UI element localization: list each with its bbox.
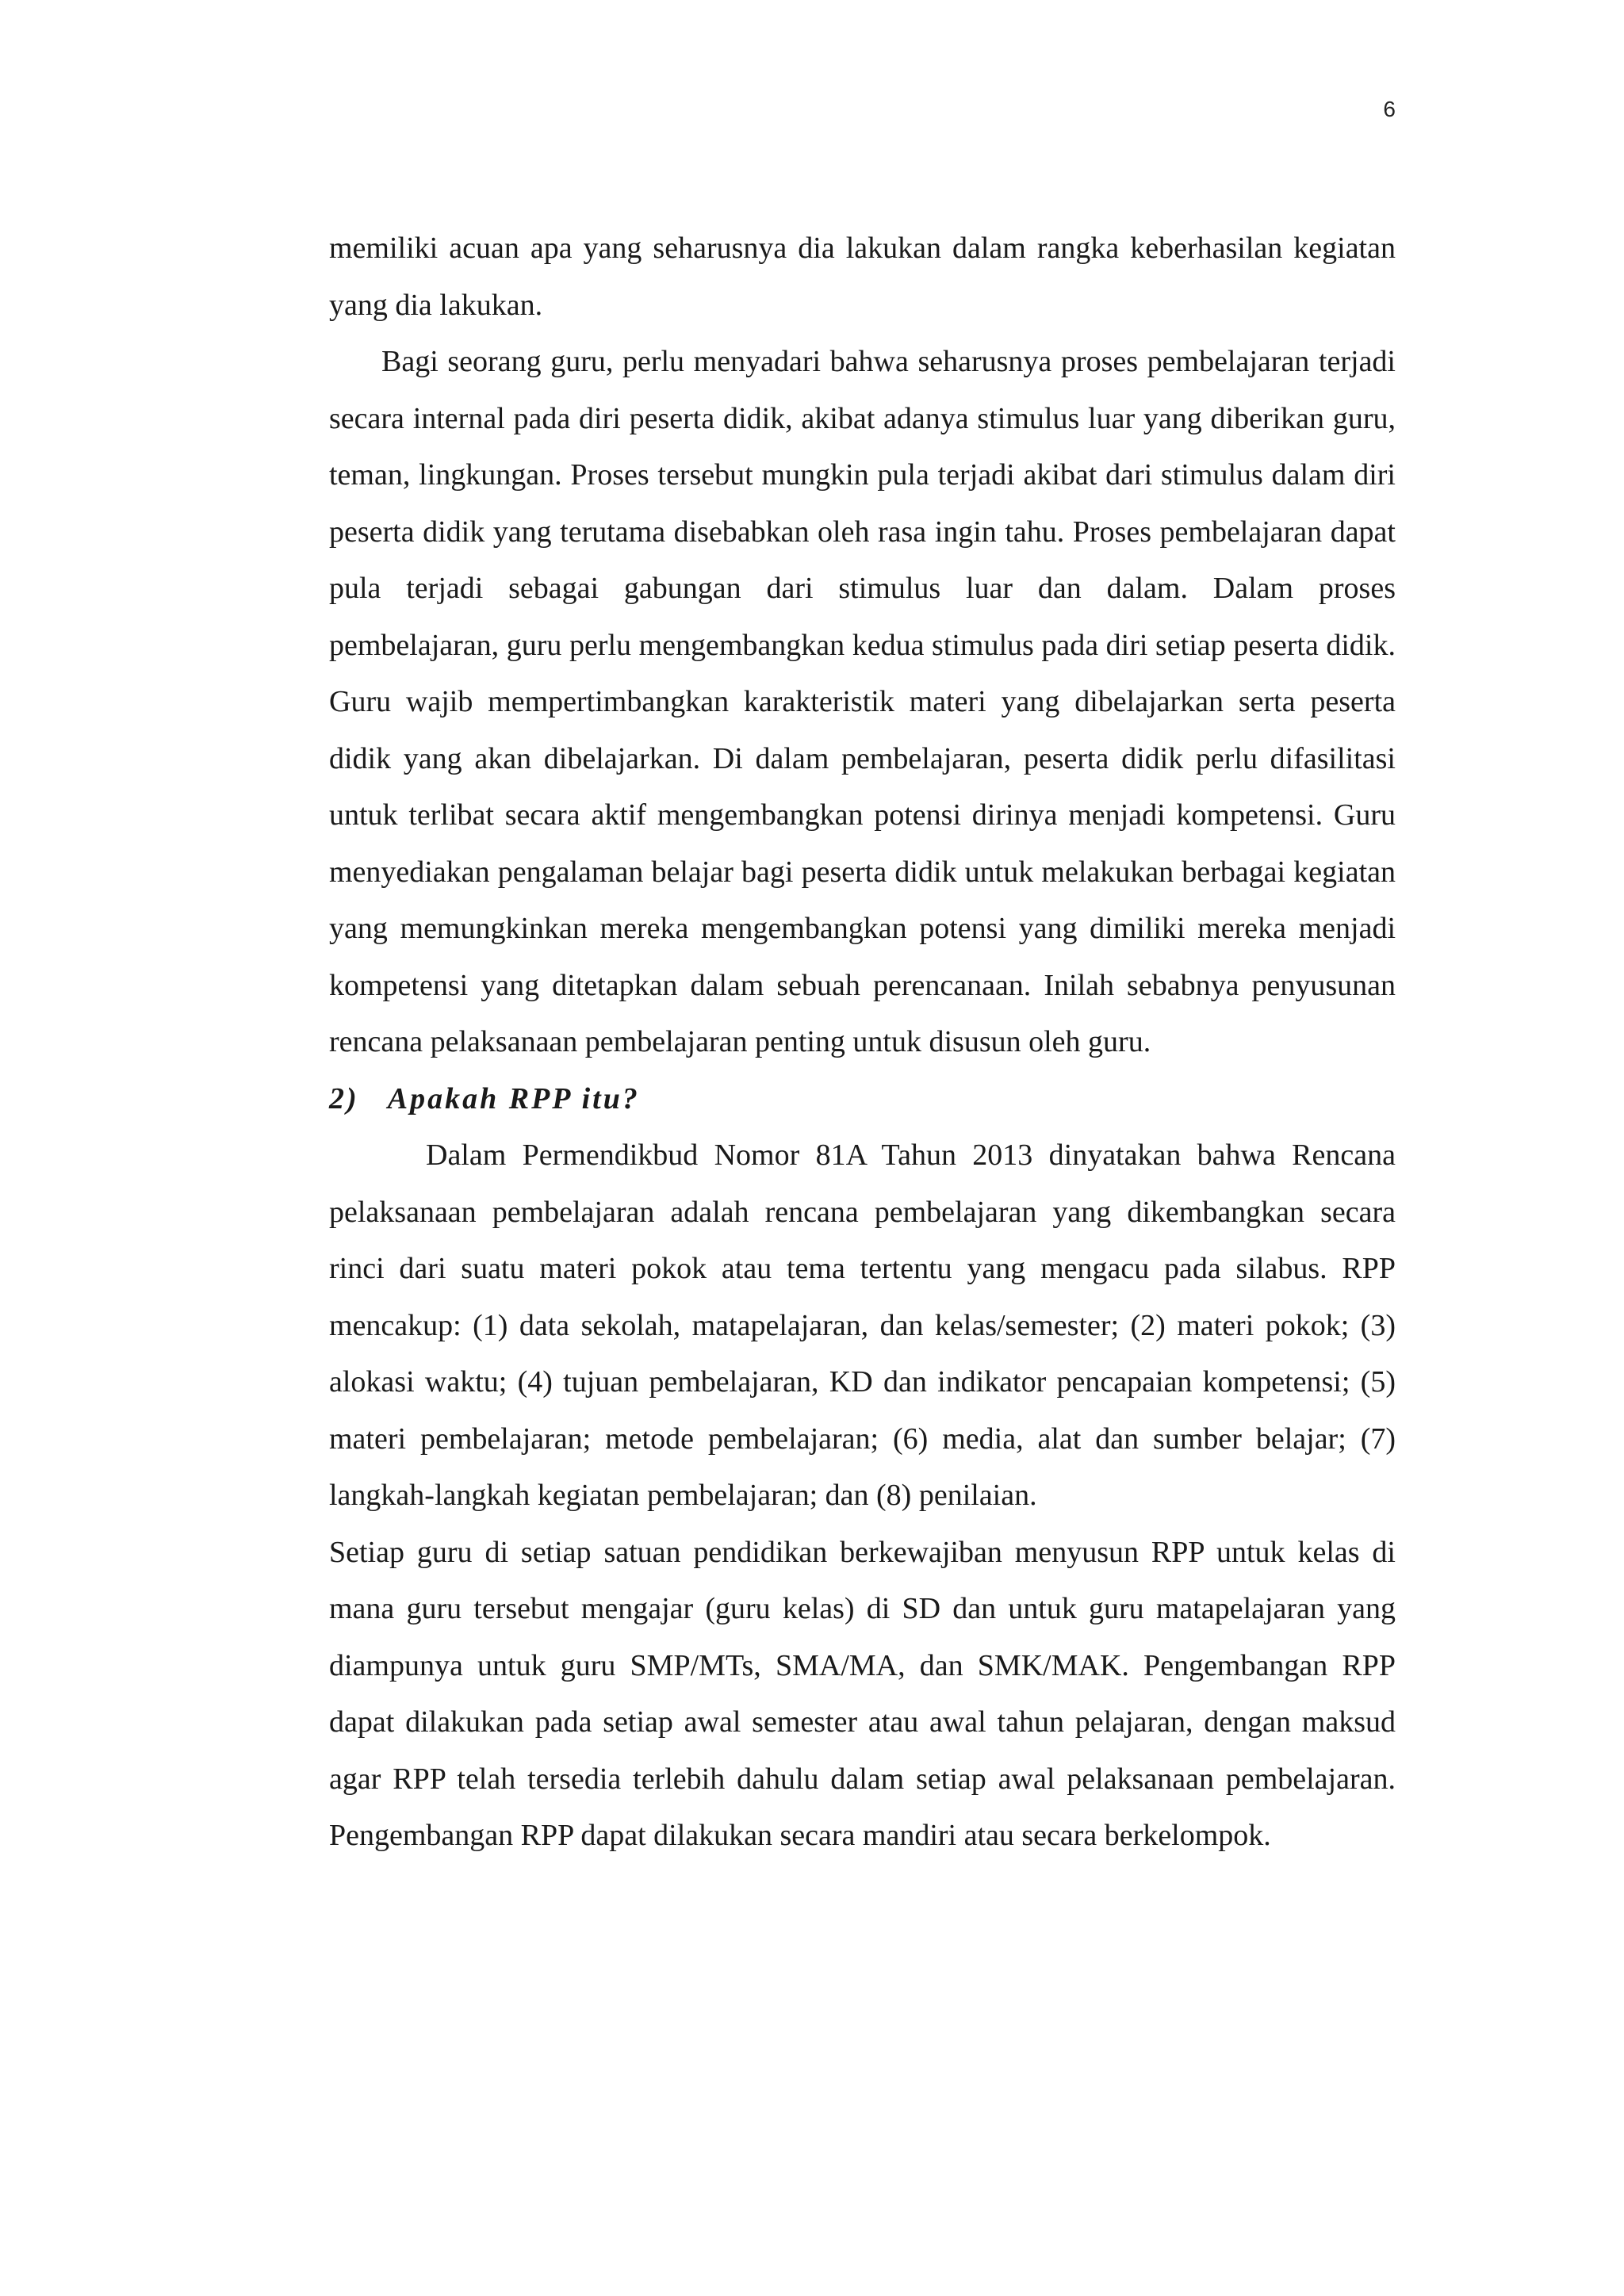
body-text [329,220,1396,1865]
section-heading: 2) Apakah RPP itu? [329,1081,640,1115]
paragraph-guru-stimulus: Bagi seorang guru, perlu menyadari bahwa seharusnya proses pembelajaran terjadi secara internal pada diri peserta didik, akibat adanya stimulus luar yang diberikan guru, teman, lingkungan. Proses tersebut mungkin pula terjadi akibat dari stimulus dalam diri peserta didik yang terutama disebabkan oleh rasa ingin tahu. Proses pembelajaran dapat pula terjadi sebagai gabungan dari stimulus luar dan dalam. Dalam proses pembelajaran, guru perlu mengembangkan kedua stimulus pada diri setiap peserta didik. Guru wajib mempertimbangkan karakteristik materi yang dibelajarkan serta peserta didik yang akan dibelajarkan. Di dalam pembelajaran, peserta didik perlu difasilitasi untuk terlibat secara aktif mengembangkan potensi dirinya menjadi kompetensi. Guru menyediakan pengalaman belajar bagi peserta didik untuk melakukan berbagai kegiatan yang memungkinkan mereka mengembangkan potensi yang dimiliki mereka menjadi kompetensi yang ditetapkan dalam sebuah perencanaan. Inilah sebabnya penyusunan rencana pelaksanaan pembelajaran penting untuk disusun oleh guru. [329,345,1396,1058]
paragraph-rpp-definition: Dalam Permendikbud Nomor 81A Tahun 2013 dinyatakan bahwa Rencana pelaksanaan pembelajaran adalah rencana pembelajaran yang dikembangkan secara rinci dari suatu materi pokok atau tema tertentu yang mengacu pada silabus. RPP mencakup: (1) data sekolah, matapelajaran, dan kelas/semester; (2) materi pokok; (3) alokasi waktu; (4) tujuan pembelajaran, KD dan indikator pencapaian kompetensi; (5) materi pembelajaran; metode pembelajaran; (6) media, alat dan sumber belajar; (7) langkah-langkah kegiatan pembelajaran; dan (8) penilaian. [329,1138,1396,1512]
paragraph-continuation: memiliki acuan apa yang seharusnya dia lakukan dalam rangka keberhasilan kegiatan yang dia lakukan. [329,232,1396,322]
paragraph-rpp-obligation: Setiap guru di setiap satuan pendidikan berkewajiban menyusun RPP untuk kelas di mana guru tersebut mengajar (guru kelas) di SD dan untuk guru matapelajaran yang diampunya untuk guru SMP/MTs, SMA/MA, dan SMK/MAK. Pengembangan RPP dapat dilakukan pada setiap awal semester atau awal tahun pelajaran, dengan maksud agar RPP telah tersedia terlebih dahulu dalam setiap awal pelaksanaan pembelajaran. Pengembangan RPP dapat dilakukan secara mandiri atau secara berkelompok. [329,1535,1396,1852]
page-number: 6 [1383,97,1396,121]
